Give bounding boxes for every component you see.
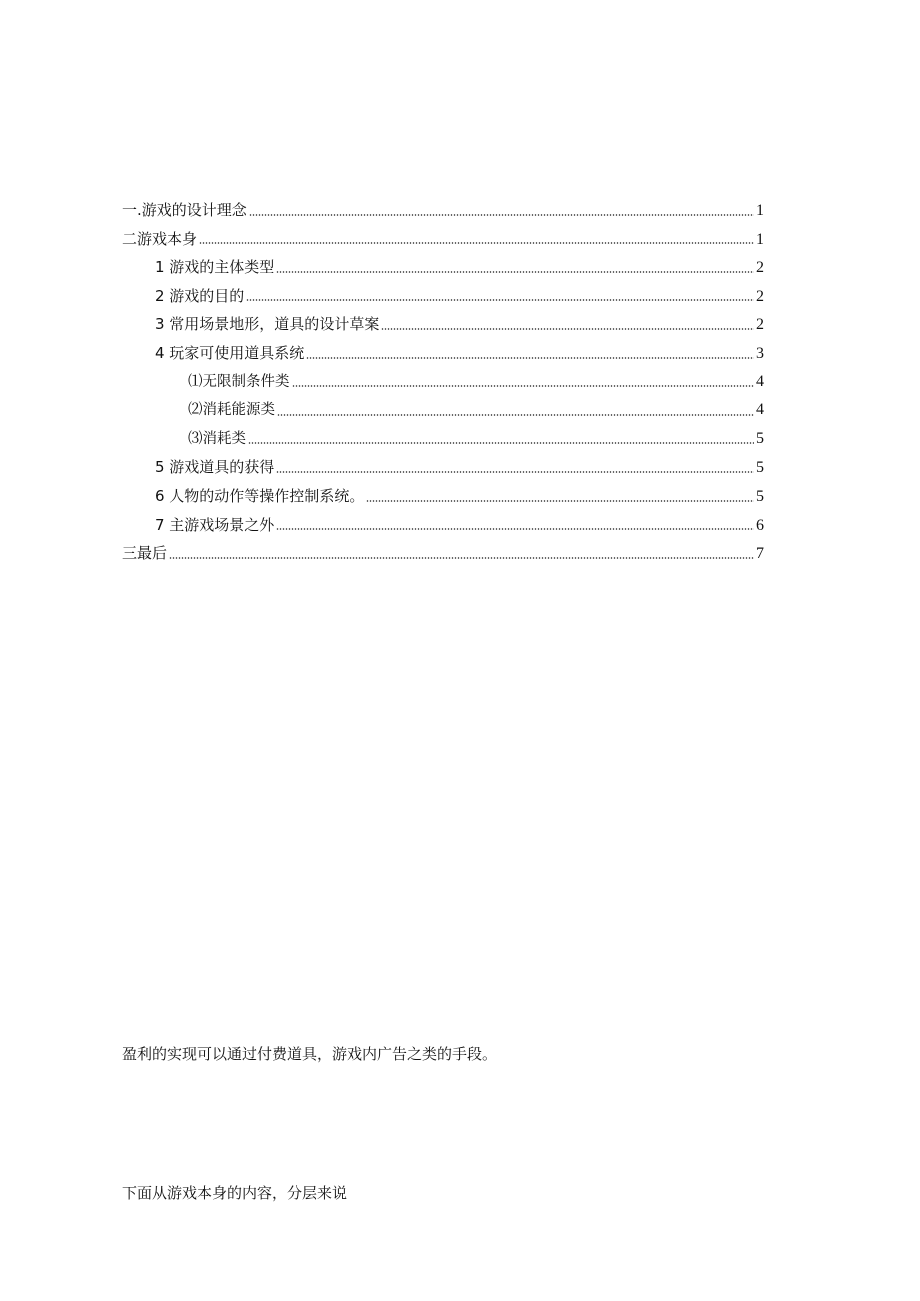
toc-entry-title: 4 玩家可使用道具系统 — [155, 343, 305, 362]
toc-page-number: 5 — [756, 487, 764, 505]
toc-dot-leader — [381, 327, 754, 331]
toc-entry[interactable] — [122, 196, 764, 225]
toc-page-number: 2 — [756, 316, 764, 334]
toc-entry[interactable] — [122, 396, 764, 425]
body-paragraph-intro: 下面从游戏本身的内容，分层来说 — [122, 1184, 348, 1202]
toc-entry[interactable] — [122, 253, 764, 282]
toc-entry[interactable] — [122, 511, 764, 540]
body-paragraph-monetization: 盈利的实现可以通过付费道具，游戏内广告之类的手段。 — [122, 1045, 498, 1063]
toc-entry[interactable] — [122, 282, 764, 311]
toc-dot-leader — [366, 499, 754, 503]
toc-page-number: 5 — [756, 429, 764, 447]
toc-dot-leader — [199, 241, 754, 245]
toc-page-number: 7 — [756, 545, 764, 563]
toc-dot-leader — [246, 298, 754, 302]
toc-page-number: 2 — [756, 287, 764, 305]
toc-page-number: 5 — [756, 459, 764, 477]
toc-entry[interactable] — [122, 453, 764, 482]
toc-dot-leader — [292, 384, 755, 388]
toc-page-number: 3 — [756, 344, 764, 362]
toc-entry-title: ⑵消耗能源类 — [188, 402, 275, 419]
toc-entry[interactable] — [122, 310, 764, 339]
toc-dot-leader — [248, 441, 754, 445]
toc-page-number: 4 — [756, 401, 764, 419]
toc-entry[interactable] — [122, 225, 764, 254]
toc-dot-leader — [249, 213, 754, 217]
toc-entry[interactable] — [122, 539, 764, 568]
toc-page-number: 1 — [756, 202, 764, 219]
toc-entry[interactable] — [122, 339, 764, 368]
toc-entry-title: 一.游戏的设计理念 — [122, 201, 247, 219]
toc-entry[interactable] — [122, 482, 764, 511]
toc-entry-title: ⑶消耗类 — [188, 430, 246, 447]
toc-dot-leader — [169, 556, 754, 560]
toc-entry-title: 6 人物的动作等操作控制系统。 — [155, 486, 365, 505]
toc-dot-leader — [277, 413, 754, 417]
toc-entry-title: ⑴无限制条件类 — [188, 373, 290, 390]
toc-entry-title: 5 游戏道具的获得 — [155, 458, 275, 477]
toc-dot-leader — [276, 270, 754, 274]
toc-entry-title: 1 游戏的主体类型 — [155, 258, 275, 277]
toc-entry[interactable] — [122, 368, 764, 397]
toc-page-number: 4 — [756, 372, 764, 390]
toc-page-number: 2 — [756, 259, 764, 277]
toc-dot-leader — [276, 470, 754, 474]
toc-dot-leader — [306, 356, 754, 360]
toc-entry-title: 2 游戏的目的 — [155, 286, 245, 305]
toc-dot-leader — [276, 527, 754, 531]
toc-page-number: 1 — [756, 230, 764, 248]
toc-entry-title: 3 常用场景地形，道具的设计草案 — [155, 315, 380, 334]
table-of-contents — [122, 196, 764, 568]
toc-entry-title: 二游戏本身 — [122, 229, 198, 248]
toc-page-number: 6 — [756, 516, 764, 534]
toc-entry[interactable] — [122, 425, 764, 454]
toc-entry-title: 三最后 — [122, 544, 168, 563]
toc-entry-title: 7 主游戏场景之外 — [155, 515, 275, 534]
